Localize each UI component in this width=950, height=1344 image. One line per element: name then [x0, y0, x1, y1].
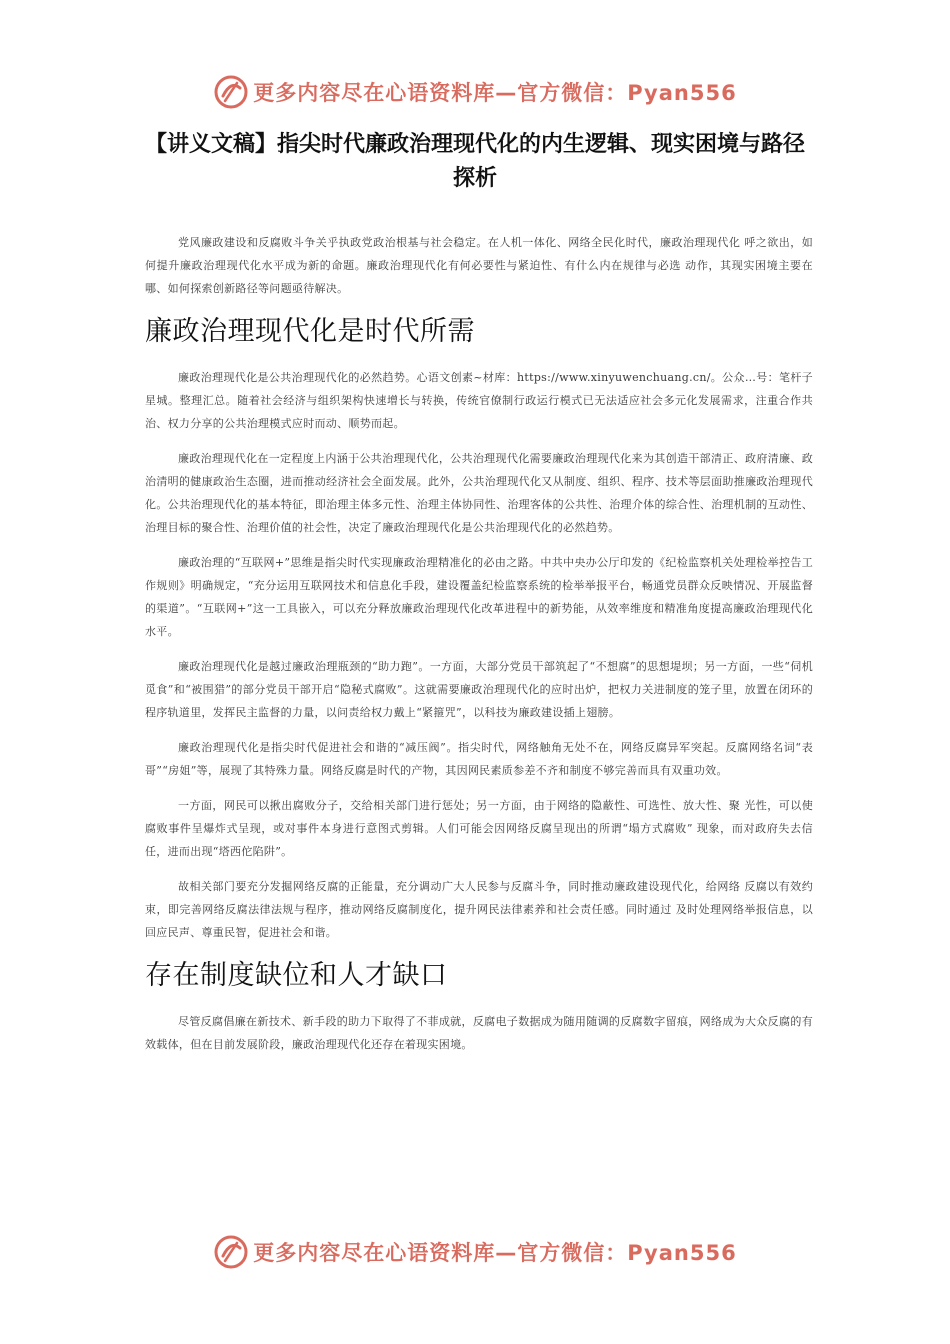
intro-paragraph: 党风廉政建设和反腐败斗争关乎执政党政治根基与社会稳定。在人机一体化、网络全民化时代，廉政治理现代化 呼之欲出，如何提升廉政治理现代化水平成为新的命题。廉政治理现代化有何必要性与紧迫性、有什么内在规律与必选 动作，其现实困境主要在哪、如何探索创新路径等问题亟待解决。: [145, 236, 813, 295]
section-heading-1: 廉政治理现代化是时代所需: [145, 316, 475, 347]
section1-paragraph-5: 廉政治理现代化是指尖时代促进社会和谐的“减压阀”。指尖时代，网络触角无处不在，网络反腐异军突起。反腐网络名词“表哥”“房姐”等，展现了其特殊力量。网络反腐是时代的产物，其因网民素质参差不齐和制度不够完善而具有双重功效。: [145, 741, 813, 777]
section1-paragraph-7: 故相关部门要充分发掘网络反腐的正能量，充分调动广大人民参与反腐斗争，同时推动廉政建设现代化，给网络 反腐以有效约束，即完善网络反腐法律法规与程序，推动网络反腐制度化，提升网民法律素养和社会责任感。同时通过 及时处理网络举报信息，以回应民声、尊重民智，促进社会和谐。: [145, 880, 813, 939]
header-banner: [0, 72, 950, 112]
section1-paragraph-4: 廉政治理现代化是越过廉政治理瓶颈的“助力跑”。一方面，大部分党员干部筑起了“不想腐”的思想堤坝；另一方面，一些“伺机觅食”和“被围猎”的部分党员干部开启“隐秘式腐败”。这就需要廉政治理现代化的应时出炉，把权力关进制度的笼子里，放置在闭环的程序轨道里，发挥民主监督的力量，以问责给权力戴上“紧箍咒”，以科技为廉政建设插上翅膀。: [145, 660, 813, 719]
banner-text: 更多内容尽在心语资料库—官方微信：Pyan556: [253, 1241, 737, 1265]
section1-paragraph-6: 一方面，网民可以揪出腐败分子，交给相关部门进行惩处；另一方面，由于网络的隐蔽性、可选性、放大性、聚 光性，可以使腐败事件呈爆炸式呈现，或对事件本身进行意图式剪辑。人们可能会因网络反腐呈现出的所谓“塌方式腐败” 现象，而对政府失去信任，进而出现“塔西佗陷阱”。: [145, 799, 813, 858]
section-heading-2: 存在制度缺位和人才缺口: [145, 960, 448, 991]
document-title: 【讲义文稿】指尖时代廉政治理现代化的内生逻辑、现实困境与路径探析: [144, 132, 805, 191]
seal-logo-icon: [213, 74, 249, 110]
banner-text: 更多内容尽在心语资料库—官方微信：Pyan556: [253, 81, 737, 105]
section1-paragraph-2: 廉政治理现代化在一定程度上内涵于公共治理现代化，公共治理现代化需要廉政治理现代化来为其创造干部清正、政府清廉、政治清明的健康政治生态圈，进而推动经济社会全面发展。此外，公共治理现代化又从制度、组织、程序、技术等层面助推廉政治理现代化。公共治理现代化的基本特征，即治理主体多元性、治理主体协同性、治理客体的公共性、治理介体的综合性、治理机制的互动性、治理目标的聚合性、治理价值的社会性，决定了廉政治理现代化是公共治理现代化的必然趋势。: [145, 452, 813, 534]
footer-banner: [0, 1232, 950, 1272]
section1-paragraph-1: 廉政治理现代化是公共治理现代化的必然趋势。心语文创素~材库：https://www.xinyuwenchuang.cn/。公众…号：笔杆子星城。整理汇总。随着社会经济与组织架构快速增长与转换，传统官僚制行政运行模式已无法适应社会多元化发展需求，注重合作共治、权力分享的公共治理模式应时而动、顺势而起。: [145, 371, 813, 430]
section1-paragraph-3: 廉政治理的“互联网+”思维是指尖时代实现廉政治理精准化的必由之路。中共中央办公厅印发的《纪检监察机关处理检举控告工作规则》明确规定，“充分运用互联网技术和信息化手段，建设覆盖纪检监察系统的检举举报平台，畅通党员群众反映情况、开展监督的渠道”。“互联网+”这一工具嵌入，可以充分释放廉政治理现代化改革进程中的新势能，从效率维度和精准角度提高廉政治理现代化水平。: [145, 556, 813, 638]
section2-paragraph-1: 尽管反腐倡廉在新技术、新手段的助力下取得了不菲成就，反腐电子数据成为随用随调的反腐数字留痕，网络成为大众反腐的有效载体，但在目前发展阶段，廉政治理现代化还存在着现实困境。: [145, 1015, 813, 1051]
document-body: [145, 231, 813, 1068]
seal-logo-icon: [213, 1234, 249, 1270]
